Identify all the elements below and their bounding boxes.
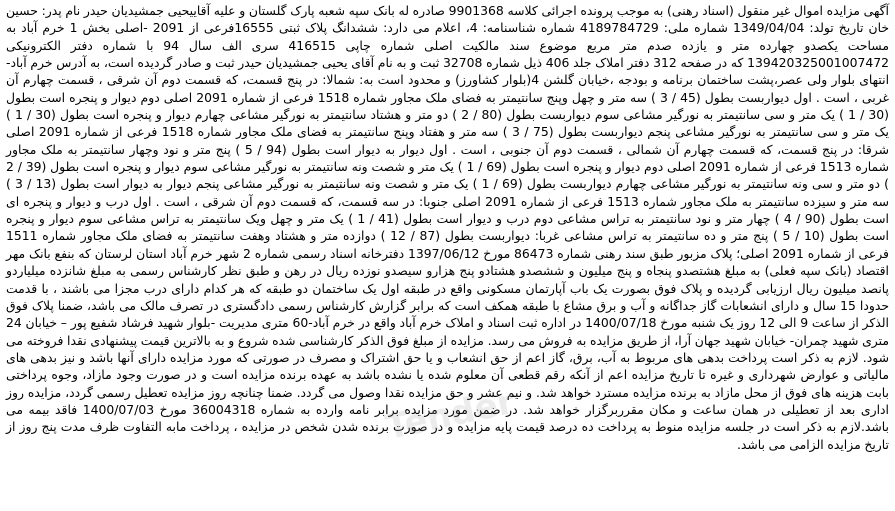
watermark-logo: Tender — [382, 381, 518, 449]
auction-notice-text: آگهی مزایده اموال غیر منقول (اسناد رهنی) به موجب پرونده اجرائی کلاسه 9901368 صادره له بانک سپه شعبه پارک گلستان و علیه آقاییحیی جمشیدیان حیدر نام پدر: حسین خان تاریخ تولد: 1349/04/04 شماره ملی: 4189784729 شماره شناسنامه: 4، اعلام می دارد: ششدانگ پلاک ثبتی 16555فرعی از 2091 -اصلی بخش 1 خرم آباد به مساحت یکصدو چهارده متر و یازده صدم متر مربع موضوع سند مالکیت اصلی شماره چاپی 416515 سری الف سال 94 با شماره دفتر الکترونیکی 139420325001007472 که در صفحه 312 دفتر املاک جلد 406 ذیل شماره 32708 ثبت و به نام آقای یحیی جمشیدیان حیدر ثبت و صادر گردیده است، به آدرس خرم آباد-انتهای بلوار ولی عصر،پشت ساختمان برنامه و بودجه ،خیابان گلشن 4(بلوار کشاورز) و محدود است به: شمالا: در پنج قسمت، که قسمت دوم آن شرقی ، قسمت چهارم آن غربی ، است . اول دیواربست بطول (45 / 3 ) سه متر و چهل وپنج سانتیمتر به فضای ملک مجاور شماره 1518 فرعی از شماره 2091 اصلی دوم دیوار و پنجره است بطول (30 / 1 ) یک متر و سی سانتیمتر به نورگیر مشاعی سوم دیواربست بطول (80 / 2 ) دو متر و هشتاد سانتیمتر به نورگیر مشاعی چهارم دیوار و پنجره است بطول (30 / 1 ) یک متر و سی سانتیمتر به نورگیر مشاعی پنجم دیواربست بطول (75 / 3 ) سه متر و هفتاد وپنج سانتیمتر به فضای ملک مجاور شماره 1518 فرعی از شماره 2091 اصلی شرقا: در پنج قسمت، که قسمت چهارم آن شمالی ، قسمت دوم آن جنوبی ، است . اول دیوار به دیوار است بطول (94 / 5 ) پنج متر و نود وچهار سانتیمتر به ملک مجاور شماره 1513 فرعی از شماره 2091 اصلی دوم دیوار و پنجره است بطول (69 / 1 ) یک متر و شصت ونه سانتیمتر به نورگیر مشاعی سوم دیوار و پنجره است بطول (39 / 2 ) دو متر و سی ونه سانتیمتر به نورگیر مشاعی چهارم دیواربست بطول (69 / 1 ) یک متر و شصت ونه سانتیمتر به نورگیر مشاعی پنجم دیوار به دیوار است بطول (13 / 3 ) سه متر و سیزده سانتیمتر به ملک مجاور شماره 1513 فرعی از شماره 2091 اصلی جنوبا: در سه قسمت، که قسمت دوم آن شرقی ، است . اول درب و دیوار و پنجره ای است بطول (90 / 4 ) چهار متر و نود سانتیمتر به تراس مشاعی دوم درب و دیوار است بطول (41 / 1 ) یک متر و چهل ویک سانتیمتر به تراس مشاعی سوم دیوار و پنجره است بطول (10 / 5 ) پنج متر و ده سانتیمتر به تراس مشاعی غربا: دیواربست بطول (87 / 12 ) دوازده متر و هشتاد وهفت سانتیمتر به فضای ملک مجاور شماره 1511 فرعی از شماره 2091 اصلی؛ پلاک مزبور طبق سند رهنی شماره 86473 مورخ 1397/06/12 دفترخانه اسناد رسمی شماره 2 شهر خرم آباد استان لرستان که بنفع بانک مهر اقتصاد (بانک سپه فعلی) به مبلغ هشتصدو پنجاه و پنج میلیون و ششصدو هشتادو پنج هزارو سیصدو نوزده ریال در رهن و طبق نظر کارشناس رسمی به مبلغ شانزده میلیاردو پانصد میلیون ریال ارزیابی گردیده و پلاک فوق بصورت یک باب آپارتمان مسکونی واقع در طبقه اول یک ساختمان دو طبقه که هر کدام دارای درب مجزا می باشند ، با قدمت حدودا 15 سال و دارای انشعابات گاز جداگانه و آب و برق مشاع با طبقه همکف است که برابر گزارش کارشناس رسمی دادگستری در تصرف مالک می باشد، ضمنا پلاک فوق الذکر از ساعت 9 الی 12 روز یک شنبه مورخ 1400/07/18 در اداره ثبت اسناد و املاک خرم آباد واقع در خرم آباد-60 متری مدیریت -بلوار شهید فرشاد شفیع پور – خیابان 24 متری شهید چمران- خیابان شهید جهان آرا، از طریق مزایده به فروش می رسد. مزایده از مبلغ فوق الذکر کارشناسی شده شروع و به بالاترین قیمت پیشنهادی نقدا فروخته می شود. لازم به ذکر است پرداخت بدهی های مربوط به آب، برق، گاز اعم از حق انشعاب و یا حق اشتراک و مصرف در صورتی که مورد مزایده دارای آنها باشد و نیز بدهی های مالیاتی و عوارض شهرداری و غیره تا تاریخ مزایده اعم از آنکه رقم قطعی آن معلوم شده یا نشده باشد به عهده برنده مزایده است و در صورت وجود مازاد، وجوه پرداختی بابت هزینه های فوق از محل مازاد به برنده مزایده مسترد خواهد شد. و نیم عشر و حق مزایده نقدا وصول می گردد. ضمنا چنانچه روز مزایده تعطیل رسمی گردد، مزایده روز اداری بعد از تعطیلی در همان ساعت و مکان مقرربرگزار خواهد شد. در ضمن مورد مزایده برابر نامه وارده به شماره 36004318 مورخ 1400/07/03 فاقد بیمه می باشد.لازم به ذکر است در جلسه مزایده منوط به پرداخت ده درصد قیمت پایه مزایده و در صورت برنده شدن شخص در مزایده ، پرداخت مابه التفاوت ظرف مدت پنج روز از تاریخ مزایده الزامی می باشد. — [6, 3, 890, 452]
auction-notice — [6, 2, 889, 453]
